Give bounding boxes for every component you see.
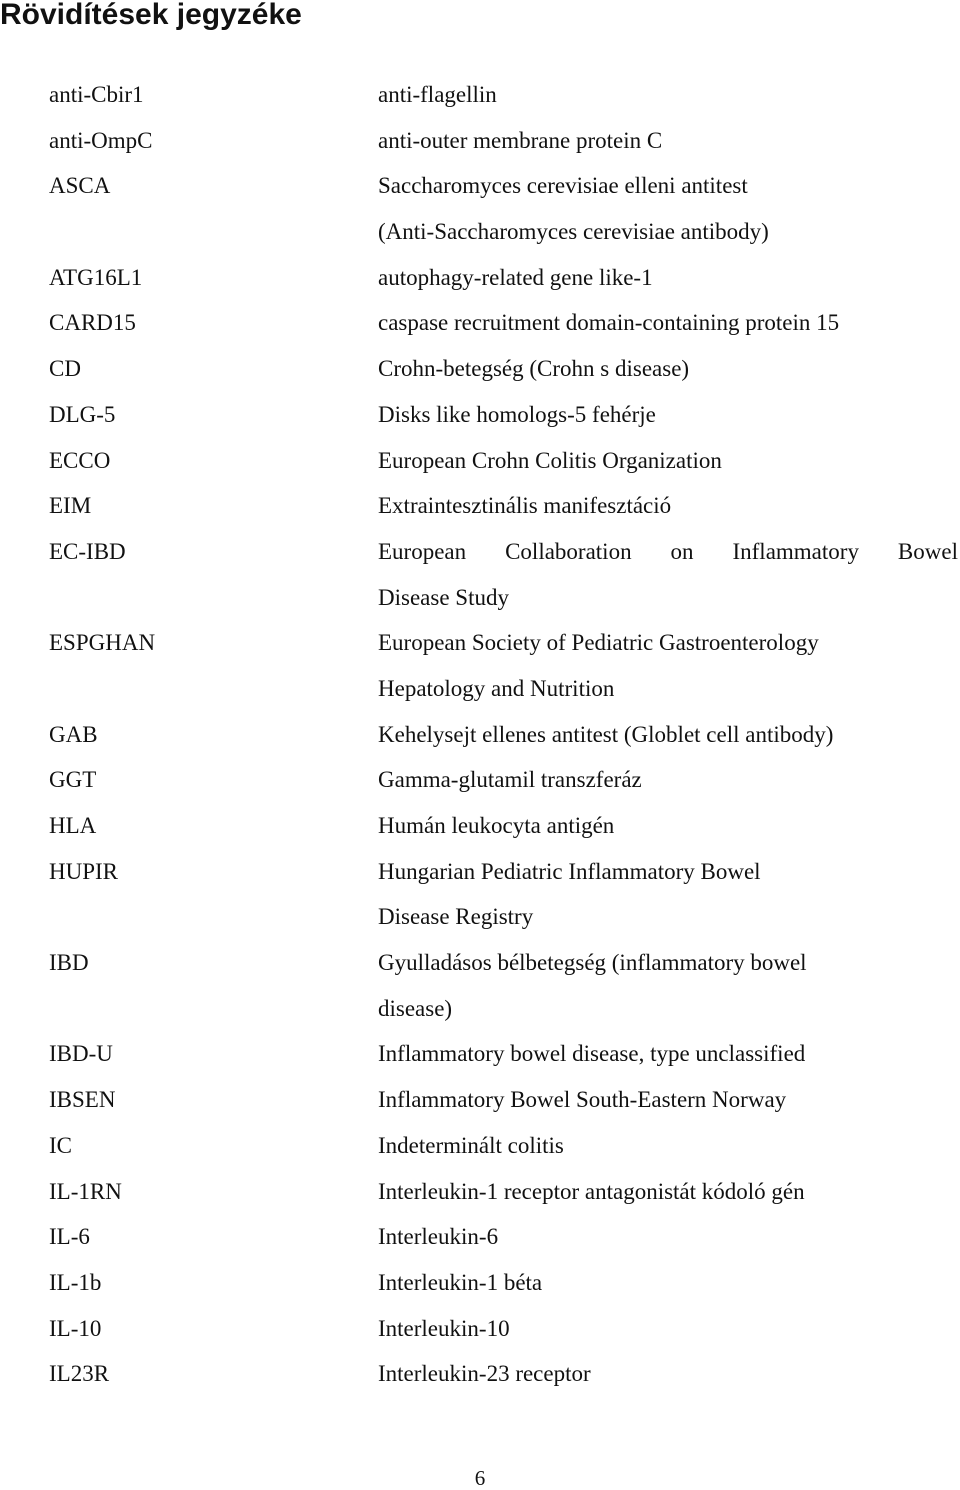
abbreviation-row	[0, 300, 960, 346]
abbreviation-row	[0, 1351, 960, 1397]
abbreviation-term: ATG16L1	[49, 264, 143, 290]
abbreviation-row	[0, 1306, 960, 1352]
abbreviation-term: HLA	[49, 813, 97, 838]
abbreviation-definition: Gamma-glutamil transzferáz	[378, 767, 642, 793]
abbreviation-row	[0, 666, 960, 712]
abbreviation-definition: anti-outer membrane protein C	[378, 127, 663, 153]
abbreviation-row	[0, 483, 960, 529]
abbreviation-term: IL23R	[49, 1361, 110, 1387]
abbreviation-term: ECCO	[49, 447, 111, 473]
abbreviation-row	[0, 72, 960, 118]
abbreviation-term: IL-1b	[49, 1269, 102, 1295]
abbreviation-definition: Interleukin-6	[378, 1224, 499, 1250]
abbreviation-definition: Gyulladásos bélbetegség (inflammatory bowel	[378, 950, 807, 976]
abbreviation-row	[0, 346, 960, 392]
abbreviation-definition: Crohn-betegség (Crohn s disease)	[378, 356, 690, 382]
abbreviation-definition: Extraintesztinális manifesztáció	[378, 493, 672, 519]
abbreviation-row	[0, 803, 960, 849]
abbreviation-term: IBSEN	[49, 1087, 116, 1113]
abbreviation-term: GAB	[49, 721, 98, 747]
abbreviation-term: ESPGHAN	[49, 630, 156, 656]
abbreviation-term: CD	[49, 356, 81, 382]
definition-word: Bowel	[897, 538, 958, 564]
abbreviation-definition: Inflammatory bowel disease, type unclassified	[378, 1041, 806, 1067]
abbreviation-definition: Hepatology and Nutrition	[378, 675, 615, 701]
abbreviation-row	[0, 757, 960, 803]
abbreviation-row	[0, 712, 960, 758]
abbreviation-term: EIM	[49, 493, 92, 519]
abbreviation-definition: Disks like homologs-5 fehérje	[378, 401, 656, 427]
page-number: 6	[474, 1466, 486, 1490]
abbreviation-row	[0, 1260, 960, 1306]
abbreviation-definition	[378, 529, 958, 575]
abbreviation-term: GGT	[49, 767, 97, 793]
abbreviation-row	[0, 575, 960, 621]
abbreviation-definition: Disease Study	[378, 584, 509, 610]
abbreviation-term: IL-1RN	[49, 1178, 122, 1204]
definition-word: on	[670, 538, 694, 564]
abbreviation-definition: Indeterminált colitis	[378, 1132, 564, 1158]
abbreviation-definition: anti-flagellin	[378, 82, 497, 107]
abbreviation-term: anti-Cbir1	[49, 82, 144, 107]
abbreviation-definition: caspase recruitment domain-containing protein 15	[378, 310, 840, 336]
abbreviation-definition: Saccharomyces cerevisiae elleni antitest	[378, 173, 748, 199]
abbreviation-definition: disease)	[378, 995, 453, 1021]
abbreviation-row	[0, 438, 960, 484]
abbreviation-row	[0, 620, 960, 666]
abbreviation-term: IL-10	[49, 1315, 102, 1341]
abbreviation-term: HUPIR	[49, 858, 119, 884]
abbreviation-row	[0, 849, 960, 895]
abbreviation-row	[0, 1031, 960, 1077]
abbreviation-row	[0, 529, 960, 575]
abbreviation-row	[0, 1123, 960, 1169]
abbreviation-definition: Kehelysejt ellenes antitest (Globlet cell antibody)	[378, 721, 834, 747]
abbreviation-list	[0, 72, 960, 1397]
abbreviation-term: IBD-U	[49, 1041, 113, 1067]
abbreviation-term: ASCA	[49, 173, 111, 199]
abbreviation-row	[0, 894, 960, 940]
abbreviation-definition: Inflammatory Bowel South-Eastern Norway	[378, 1087, 787, 1113]
definition-word: Collaboration	[505, 538, 632, 564]
abbreviation-term: IL-6	[49, 1224, 90, 1250]
abbreviation-definition: autophagy-related gene like-1	[378, 264, 653, 290]
abbreviation-row	[0, 163, 960, 209]
abbreviation-row	[0, 255, 960, 301]
abbreviation-definition: Interleukin-10	[378, 1315, 510, 1341]
abbreviation-definition: Interleukin-1 béta	[378, 1269, 543, 1295]
abbreviation-term: CARD15	[49, 310, 136, 336]
abbreviation-definition: Humán leukocyta antigén	[378, 813, 615, 838]
definition-word: Inflammatory	[732, 538, 859, 564]
abbreviation-term: IBD	[49, 950, 89, 976]
abbreviation-row	[0, 209, 960, 255]
abbreviation-term: IC	[49, 1132, 72, 1158]
abbreviation-definition: European Crohn Colitis Organization	[378, 447, 722, 473]
abbreviation-row	[0, 118, 960, 164]
abbreviation-row	[0, 1169, 960, 1215]
definition-word: European	[378, 538, 467, 564]
abbreviation-definition: Interleukin-1 receptor antagonistát kódoló gén	[378, 1178, 805, 1204]
abbreviation-term: DLG-5	[49, 401, 116, 427]
abbreviation-definition: Disease Registry	[378, 904, 534, 930]
abbreviation-definition: Interleukin-23 receptor	[378, 1361, 591, 1387]
abbreviation-definition: Hungarian Pediatric Inflammatory Bowel	[378, 858, 761, 884]
abbreviation-row	[0, 986, 960, 1032]
abbreviation-row	[0, 940, 960, 986]
abbreviation-term: EC-IBD	[49, 538, 126, 564]
abbreviation-definition: European Society of Pediatric Gastroenterology	[378, 630, 819, 656]
abbreviation-term: anti-OmpC	[49, 127, 153, 153]
abbreviation-definition: (Anti-Saccharomyces cerevisiae antibody)	[378, 219, 769, 245]
page-title: Rövidítések jegyzéke	[0, 0, 302, 31]
abbreviation-row	[0, 1214, 960, 1260]
abbreviation-row	[0, 392, 960, 438]
abbreviation-row	[0, 1077, 960, 1123]
